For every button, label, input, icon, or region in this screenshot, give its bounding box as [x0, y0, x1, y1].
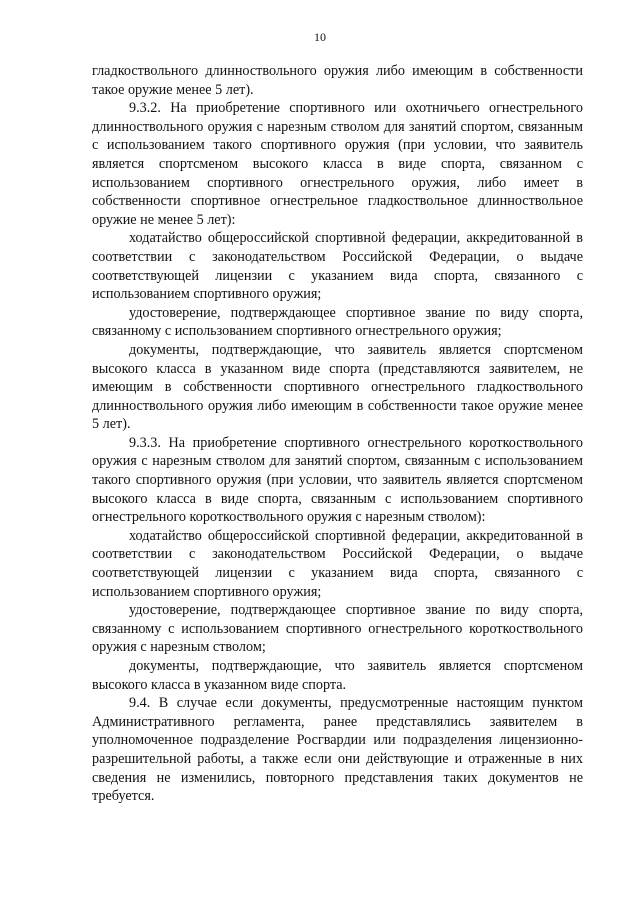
paragraph-continuation: гладкоствольного длинноствольного оружия либо имеющим в собственности такое оружие менее 5 лет).: [92, 63, 583, 98]
paragraph-certificate-2: удостоверение, подтверждающее спортивное звание по виду спорта, связанному с использованием спортивного огнестрельного короткоствольного оружия с нарезным стволом;: [92, 602, 583, 656]
paragraph-9-3-2: 9.3.2. На приобретение спортивного или охотничьего огнестрельного длинноствольного оружия с нарезным стволом для занятий спортом, связанным с использованием такого спортивного оружия (при условии, что заявитель является спортсменом высокого класса в виде спорта, связанном с использованием спортивного огнестрельного оружия, либо имеет в собственности спортивное огнестрельное гладкоствольное длинноствольное оружие не менее 5 лет):: [92, 100, 583, 228]
paragraph-petition-2: ходатайство общероссийской спортивной федерации, аккредитованной в соответствии с законодательством Российской Федерации, о выдаче соответствующей лицензии с указанием вида спорта, связанного с использованием спортивного оружия;: [92, 527, 583, 600]
document-body: [92, 62, 583, 806]
paragraph-certificate-1: удостоверение, подтверждающее спортивное звание по виду спорта, связанному с использованием спортивного огнестрельного оружия;: [92, 304, 583, 340]
page-number: 10: [314, 30, 326, 44]
paragraph-9-4: 9.4. В случае если документы, предусмотренные настоящим пунктом Административного регламента, ранее представлялись заявителем в уполномоченное подразделение Росгвардии или подразделения лицензионно-разрешительной работы, а также если они действующие и отраженные в них сведения не изменились, повторного представления таких документов не требуется.: [92, 695, 583, 805]
paragraph-documents-1: документы, подтверждающие, что заявитель является спортсменом высокого класса в указанном виде спорта (представляются заявителем, не имеющим в собственности спортивного огнестрельного гладкоствольного длинноствольного оружия либо имеющим в собственности такое оружие менее 5 лет).: [92, 341, 583, 433]
paragraph-documents-2: документы, подтверждающие, что заявитель является спортсменом высокого класса в указанном виде спорта.: [92, 658, 583, 693]
paragraph-9-3-3: 9.3.3. На приобретение спортивного огнестрельного короткоствольного оружия с нарезным стволом для занятий спортом, связанным с использованием такого спортивного оружия (при условии, что заявитель является спортсменом высокого класса в виде спорта, связанным с использованием спортивного огнестрельного короткоствольного оружия с нарезным стволом):: [92, 434, 583, 526]
paragraph-petition-1: ходатайство общероссийской спортивной федерации, аккредитованной в соответствии с законодательством Российской Федерации, о выдаче соответствующей лицензии с указанием вида спорта, связанного с использованием спортивного оружия;: [92, 230, 583, 303]
